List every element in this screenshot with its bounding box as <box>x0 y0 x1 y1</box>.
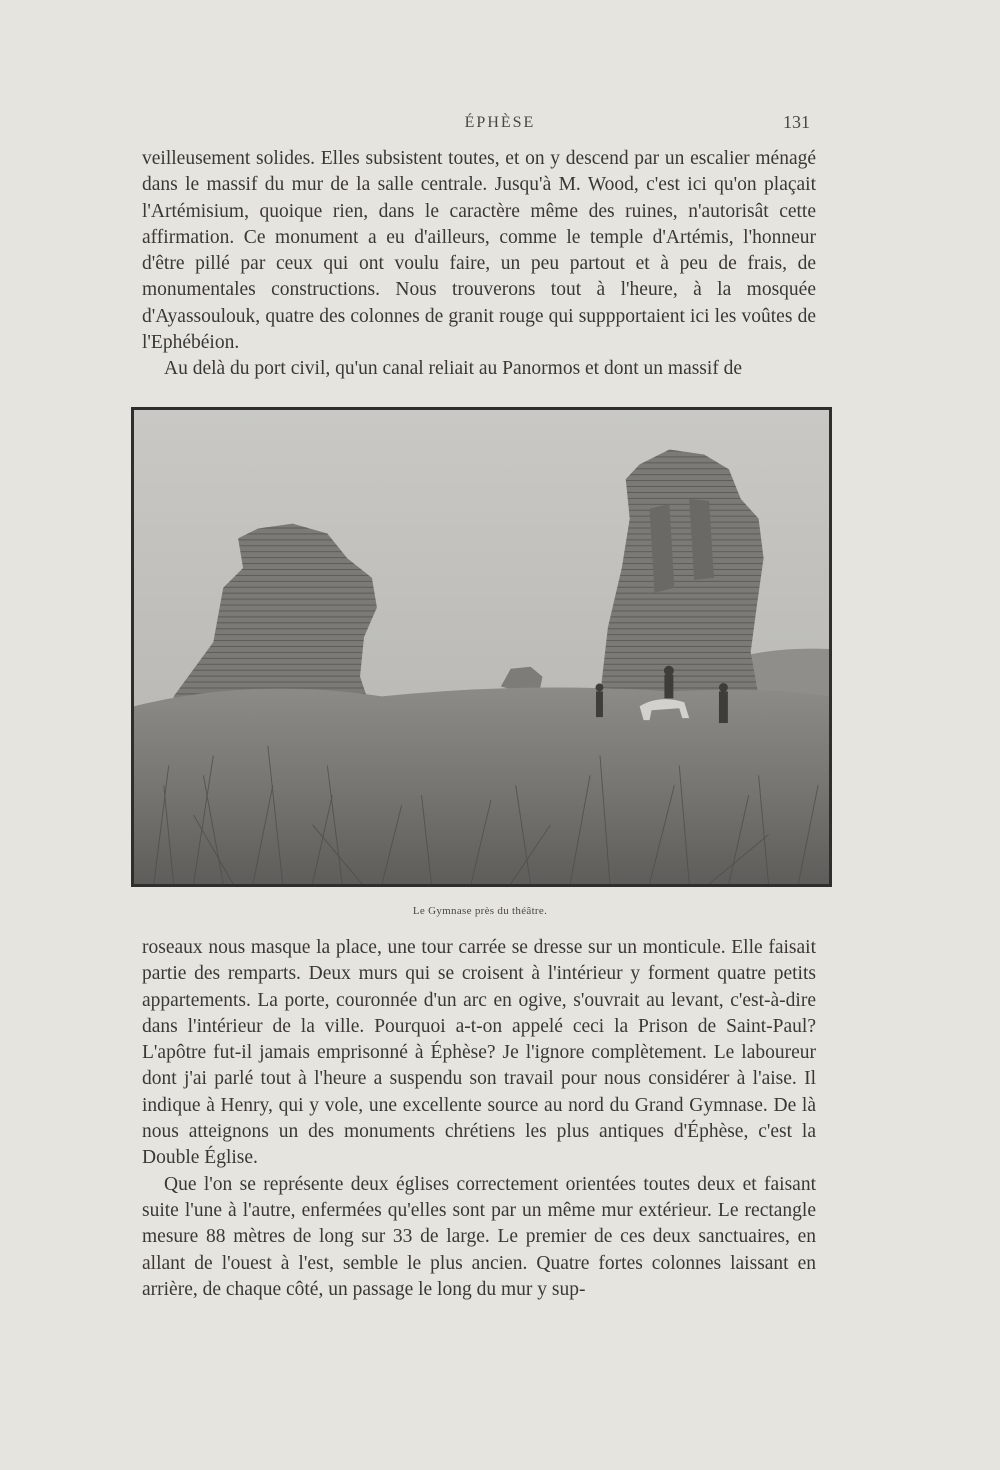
ruins-illustration <box>134 410 829 884</box>
running-header: ÉPHÈSE <box>464 114 536 131</box>
photograph-gymnasium-ruins <box>131 407 832 887</box>
paragraph: roseaux nous masque la place, une tour carrée se dresse sur un monticule. Elle faisait partie des remparts. Deux murs qui se croisent à l'intérieur y forment quatre petits appartements. La porte, couronnée d'un arc en ogive, s'ouvrait au levant, c'est-à-dire dans l'intérieur de la ville. Pourquoi a-t-on appelé ceci la Prison de Saint-Paul? L'apôtre fut-il jamais emprisonné à Éphèse? Je l'ignore complètement. Le laboureur dont j'ai parlé tout à l'heure a suspendu son travail pour nous considérer à l'aise. Il indique à Henry, qui y vole, une excellente source au nord du Grand Gymnase. De là nous atteignons un des monuments chrétiens les plus antiques d'Éphèse, c'est la Double Église. <box>142 937 816 1169</box>
top-text-block <box>142 146 816 383</box>
bottom-text-block <box>142 935 816 1303</box>
figure-caption: Le Gymnase près du théâtre. <box>412 905 548 917</box>
paragraph: Au delà du port civil, qu'un canal reliait au Panormos et dont un massif de <box>164 358 743 380</box>
paragraph: veilleusement solides. Elles subsistent toutes, et on y descend par un escalier ménagé dans le massif du mur de la salle centrale. Jusqu'à M. Wood, c'est ici qu'on plaçait l'Artémisium, quoique rien, dans le caractère même des ruines, n'autorisât cette affirmation. Ce monument a eu d'ailleurs, comme le temple d'Artémis, l'honneur d'être pillé par ceux qui ont voulu faire, un peu partout et à peu de frais, de monumentales constructions. Nous trouverons tout à l'heure, à la mosquée d'Ayassoulouk, quatre des colonnes de granit rouge qui suppportaient ici les voûtes de l'Ephébéion. <box>142 148 816 354</box>
paragraph: Que l'on se représente deux églises correctement orientées toutes deux et faisant suite l'une à l'autre, enfermées qu'elles sont par un même mur extérieur. Le rectangle mesure 88 mètres de long sur 33 de large. Le premier de ces deux sanctuaires, en allant de l'ouest à l'est, semble le plus ancien. Quatre fortes colonnes laissant en arrière, de chaque côté, un passage le long du mur y sup- <box>142 1173 816 1300</box>
page-number: 131 <box>783 112 810 132</box>
